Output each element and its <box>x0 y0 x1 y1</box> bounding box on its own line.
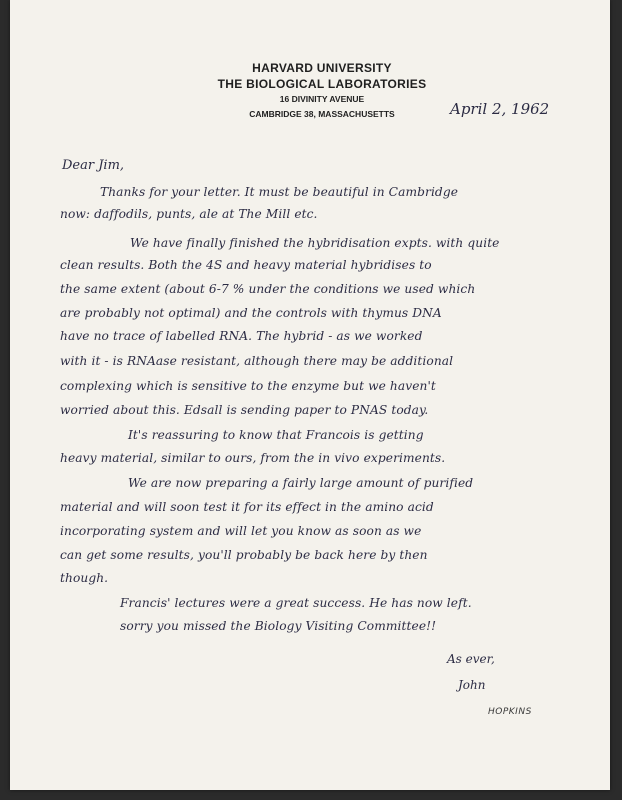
salutation: Dear Jim, <box>62 158 125 173</box>
body-line: Francis' lectures were a great success. He has now left. <box>120 596 472 610</box>
body-line: Thanks for your letter. It must be beautiful in Cambridge <box>100 185 459 199</box>
body-line: though. <box>60 571 109 585</box>
body-line: clean results. Both the 4S and heavy material hybridises to <box>60 258 432 272</box>
body-line: complexing which is sensitive to the enzyme but we haven't <box>60 379 436 393</box>
body-line: are probably not optimal) and the controls with thymus DNA <box>60 306 442 320</box>
body-line: material and will soon test it for its effect in the amino acid <box>60 500 434 514</box>
signature: John <box>458 678 486 692</box>
body-line: worried about this. Edsall is sending paper to PNAS today. <box>60 403 429 417</box>
body-line: have no trace of labelled RNA. The hybrid - as we worked <box>60 329 423 343</box>
letterhead-street: 16 DIVINITY AVENUE <box>279 94 365 104</box>
body-line: heavy material, similar to ours, from the in vivo experiments. <box>60 451 446 465</box>
body-line: sorry you missed the Biology Visiting Committee!! <box>120 619 437 633</box>
body-line: the same extent (about 6-7 % under the conditions we used which <box>60 282 476 296</box>
letterhead-institution: HARVARD UNIVERSITY <box>252 61 392 75</box>
closing: As ever, <box>447 652 495 666</box>
letter-page <box>10 0 610 790</box>
body-line: can get some results, you'll probably be back here by then <box>60 548 428 562</box>
letterhead-city: CAMBRIDGE 38, MASSACHUSETTS <box>249 109 395 119</box>
body-line: incorporating system and will let you know as soon as we <box>60 524 422 538</box>
body-line: We are now preparing a fairly large amount of purified <box>128 476 474 490</box>
body-line: with it - is RNAase resistant, although there may be additional <box>60 354 454 368</box>
letterhead-department: THE BIOLOGICAL LABORATORIES <box>217 77 427 91</box>
body-line: now: daffodils, punts, ale at The Mill etc. <box>60 207 318 221</box>
letter-date: April 2, 1962 <box>450 100 550 118</box>
body-line: We have finally finished the hybridisation expts. with quite <box>130 236 500 250</box>
body-line: It's reassuring to know that Francois is getting <box>128 428 424 442</box>
archive-stamp: HOPKINS <box>488 707 532 717</box>
